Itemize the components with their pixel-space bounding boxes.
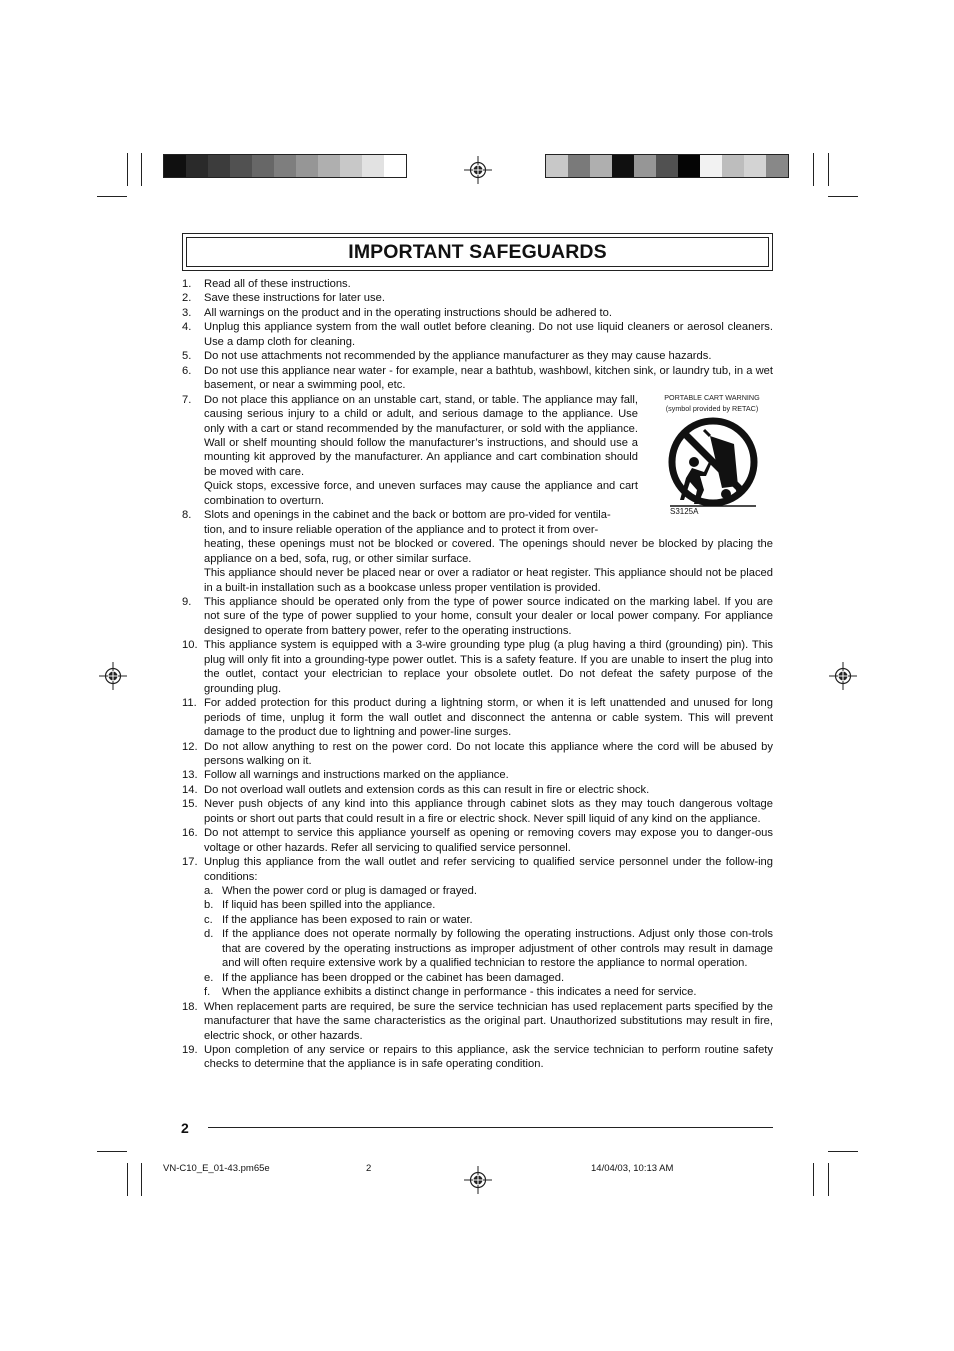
title-box	[182, 233, 773, 271]
list-item-text: Slots and openings in the cabinet and the back or bottom are pro-vided for ventila-	[204, 509, 611, 522]
list-item-number-text: 19.	[182, 1044, 198, 1057]
list-item-number	[172, 1000, 204, 1043]
list-item-number-text: 11.	[182, 697, 197, 710]
list-item-number	[172, 595, 204, 638]
color-swatch	[384, 155, 406, 177]
crop-mark	[828, 1163, 829, 1196]
list-item-text: Read all of these instructions.	[204, 278, 351, 290]
sub-list-letter: e.	[204, 971, 214, 984]
list-item-body	[204, 783, 773, 797]
list-item-number-text: 17.	[182, 856, 198, 869]
list-item	[172, 306, 773, 320]
color-calibration-bar-left	[163, 154, 407, 178]
list-item-body	[204, 1000, 773, 1043]
color-swatch	[700, 155, 722, 177]
list-item-text: Never push objects of any kind into this appliance through cabinet slots as they may touch dangerous voltage points or short out parts that could result in a fire or electric shock. Never spill liquid of any kind on the appliance.	[204, 798, 773, 825]
sub-list-letter: d.	[204, 928, 214, 941]
color-swatch	[568, 155, 590, 177]
list-item-text: Upon completion of any service or repairs to this appliance, ask the service technician to perform routine safety checks to determine that the appliance is in safe operating condition.	[204, 1044, 773, 1071]
list-item-text: Quick stops, excessive force, and uneven surfaces may cause the appliance and cart combination to overturn.	[204, 480, 638, 507]
crop-mark	[141, 153, 142, 186]
crop-mark	[813, 153, 814, 186]
list-item-body	[204, 364, 773, 393]
sub-list-letter: b.	[204, 899, 214, 912]
list-item-number-text: 4.	[182, 321, 192, 334]
list-item	[172, 277, 773, 291]
color-calibration-bar-right	[545, 154, 789, 178]
sub-list-item	[204, 927, 773, 970]
list-item-number-text: 16.	[182, 827, 198, 840]
list-item-number-text: 15.	[182, 798, 198, 811]
color-swatch	[722, 155, 744, 177]
list-item-body	[204, 595, 773, 638]
list-item-body	[204, 1043, 773, 1072]
color-swatch	[546, 155, 568, 177]
crop-mark	[828, 196, 858, 197]
list-item	[172, 826, 773, 855]
footer-timestamp: 14/04/03, 10:13 AM	[591, 1163, 674, 1174]
list-item-number	[172, 826, 204, 855]
registration-mark-icon	[464, 1166, 492, 1194]
list-item-text: Do not attempt to service this appliance yourself as opening or removing covers may expose you to danger-ous voltage or other hazards. Refer all servicing to qualified service personnel.	[204, 827, 773, 854]
sub-list-item	[204, 971, 773, 985]
crop-mark	[97, 196, 127, 197]
color-swatch	[318, 155, 340, 177]
color-swatch	[590, 155, 612, 177]
color-swatch	[678, 155, 700, 177]
list-item-number-text: 13.	[182, 769, 198, 782]
list-item	[172, 797, 773, 826]
list-item-text: For added protection for this product during a lightning storm, or when it is left unattended and unused for long periods of time, unplug it form the wall outlet and disconnect the antenna or cable system. This will prevent damage to the product due to lightning and power-line surges.	[204, 697, 773, 739]
color-swatch	[656, 155, 678, 177]
list-item-body	[204, 306, 773, 320]
list-item-number	[172, 393, 204, 509]
footer-sheet-number: 2	[366, 1163, 372, 1174]
list-item-number	[172, 349, 204, 363]
crop-mark	[828, 1151, 858, 1152]
sub-list-text: When the power cord or plug is damaged or frayed.	[222, 885, 477, 898]
color-swatch	[296, 155, 318, 177]
list-item-text: This appliance should never be placed near or over a radiator or heat register. This appliance should not be placed in a built-in installation such as a bookcase unless proper ventilation is provided.	[204, 567, 773, 594]
color-swatch	[744, 155, 766, 177]
cart-warning-caption: PORTABLE CART WARNING	[664, 393, 760, 402]
list-item-number	[172, 638, 204, 696]
registration-mark-icon	[99, 662, 127, 690]
list-item-number	[172, 508, 204, 595]
crop-mark	[141, 1163, 142, 1196]
color-swatch	[274, 155, 296, 177]
color-swatch	[252, 155, 274, 177]
list-item	[172, 855, 773, 1000]
list-item-body	[204, 740, 773, 769]
registration-mark-icon	[829, 662, 857, 690]
list-item-text: When replacement parts are required, be sure the service technician has used replacement parts specified by the manufacturer that have the same characteristics as the original part. Unauthorized substitutions may result in fire, electric shock, or other hazards.	[204, 1000, 773, 1042]
color-swatch	[362, 155, 384, 177]
list-item-text: tion, and to insure reliable operation of the appliance and to protect it from over-	[204, 523, 599, 536]
color-swatch	[340, 155, 362, 177]
list-item-number	[172, 277, 204, 291]
list-item-text: Do not place this appliance on an unstable cart, stand, or table. The appliance may fall, causing serious injury to a child or adult, and serious damage to the appliance. Use only with a cart or stand recommended by the manufacturer, or sold with the appliance. Wall or shelf mounting should follow the manufacturer’s instructions, and should use a mounting kit approved by the manufacturer. An appliance and cart combination should be moved with care.	[204, 393, 638, 478]
list-item	[172, 595, 773, 638]
list-item	[172, 740, 773, 769]
cart-symbol-code: S3125A	[670, 507, 699, 516]
list-item-body	[204, 638, 773, 696]
list-item	[172, 349, 773, 363]
list-item-number	[172, 855, 204, 1000]
registration-mark-icon	[464, 156, 492, 184]
list-item-body	[204, 320, 773, 349]
color-swatch	[208, 155, 230, 177]
list-item-text: Do not use this appliance near water - for example, near a bathtub, washbowl, kitchen sink, or laundry tub, in a wet basement, or near a swimming pool, etc.	[204, 364, 773, 392]
sub-list-item	[204, 913, 773, 927]
list-item	[172, 508, 773, 595]
sub-list-item	[204, 985, 773, 999]
list-item-text: Do not allow anything to rest on the power cord. Do not locate this appliance where the cord will be abused by persons walking on it.	[204, 740, 773, 767]
sub-list-text: If the appliance has been exposed to rain or water.	[222, 913, 473, 926]
color-swatch	[766, 155, 788, 177]
list-item-number-text: 5.	[182, 350, 192, 363]
cart-warning-figure	[660, 392, 764, 520]
list-item-text: All warnings on the product and in the operating instructions should be adhered to.	[204, 306, 612, 319]
footer-file-name: VN-C10_E_01-43.pm65e	[163, 1163, 270, 1174]
list-item-number	[172, 768, 204, 782]
color-swatch	[186, 155, 208, 177]
crop-mark	[828, 153, 829, 186]
list-item-number-text: 12.	[182, 740, 198, 753]
list-item-number-text: 18.	[182, 1000, 198, 1013]
list-item-text: Unplug this appliance system from the wall outlet before cleaning. Do not use liquid cleaners or aerosol cleaners. Use a damp cloth for cleaning.	[204, 321, 773, 348]
sub-list-text: If the appliance does not operate normally by following the operating instructions. Adjust only those con-trols that are covered by the operating instructions as improper adjustment of other controls may result in damage and will often require extensive work by a qualified technician to restore the appliance to normal operation.	[222, 928, 773, 970]
list-item-number-text: 14.	[182, 783, 198, 796]
sub-list-item	[204, 884, 773, 898]
list-item	[172, 320, 773, 349]
footer-divider	[208, 1127, 773, 1128]
sub-list-item	[204, 898, 773, 912]
list-item-number	[172, 320, 204, 349]
list-item-number-text: 10.	[182, 639, 198, 652]
sub-list-letter: a.	[204, 885, 214, 898]
color-swatch	[164, 155, 186, 177]
list-item	[172, 638, 773, 696]
list-item	[172, 364, 773, 393]
list-item-body	[204, 508, 773, 595]
list-item-body	[204, 826, 773, 855]
list-item	[172, 768, 773, 782]
list-item-text: Do not use attachments not recommended by the appliance manufacturer as they may cause hazards.	[204, 350, 712, 363]
list-item-number	[172, 291, 204, 305]
list-item	[172, 291, 773, 305]
list-item-number-text: 7.	[182, 393, 192, 406]
list-item-number	[172, 1043, 204, 1072]
sub-list-text: If the appliance has been dropped or the cabinet has been damaged.	[222, 971, 565, 984]
sub-list-letter: c.	[204, 913, 213, 926]
list-item-body	[204, 855, 773, 1000]
cart-warning-credit: (symbol provided by RETAC)	[665, 404, 759, 413]
color-swatch	[230, 155, 252, 177]
list-item-body	[204, 277, 773, 291]
list-item-body	[204, 696, 773, 739]
list-item-number-text: 8.	[182, 509, 192, 522]
list-item-number	[172, 696, 204, 739]
list-item-number	[172, 306, 204, 320]
list-item-body	[204, 349, 773, 363]
list-item-number-text: 9.	[182, 595, 192, 608]
crop-mark	[813, 1163, 814, 1196]
list-item-number	[172, 783, 204, 797]
list-item-number-text: 6.	[182, 364, 192, 377]
list-item-text: heating, these openings must not be blocked or covered. The openings should never be blocked by placing the appliance on a bed, sofa, rug, or other similar surface.	[204, 538, 773, 565]
list-item	[172, 1043, 773, 1072]
list-item	[172, 696, 773, 739]
list-item-number-text: 3.	[182, 306, 192, 319]
list-item-text: Unplug this appliance from the wall outlet and refer servicing to qualified service personnel under the follow-ing conditions:	[204, 856, 773, 883]
color-swatch	[634, 155, 656, 177]
crop-mark	[127, 1163, 128, 1196]
list-item-number-text: 2.	[182, 292, 192, 305]
list-item-body	[204, 797, 773, 826]
crop-mark	[97, 1151, 127, 1152]
list-item	[172, 1000, 773, 1043]
list-item-body	[204, 291, 773, 305]
color-swatch	[612, 155, 634, 177]
title-box-inner	[186, 237, 769, 267]
sub-list-letter: f.	[204, 986, 211, 999]
crop-mark	[127, 153, 128, 186]
list-item-number-text: 1.	[182, 278, 192, 290]
list-item-number	[172, 797, 204, 826]
sub-list-text: If liquid has been spilled into the appliance.	[222, 899, 436, 912]
list-item-text: This appliance system is equipped with a 3-wire grounding type plug (a plug having a third (grounding) pin). This plug will only fit into a grounding-type power outlet. This is a safety feature. If you are unable to insert the plug into the outlet, contact your electrician to replace your obsolete outlet. Do not defeat the safety purpose of the grounding plug.	[204, 639, 773, 695]
page-title: IMPORTANT SAFEGUARDS	[348, 240, 607, 263]
list-item-number	[172, 740, 204, 769]
portable-cart-warning-icon	[664, 416, 762, 508]
list-item-body	[204, 768, 773, 782]
list-item-text: This appliance should be operated only from the type of power source indicated on the marking label. If you are not sure of the type of power supplied to your home, consult your dealer or local power company. For appliance designed to operate from battery power, refer to the operating instructions.	[204, 595, 773, 637]
list-item-number	[172, 364, 204, 393]
list-item-text: Save these instructions for later use.	[204, 292, 385, 305]
list-item	[172, 783, 773, 797]
list-item-text: Do not overload wall outlets and extension cords as this can result in fire or electric shock.	[204, 783, 650, 796]
list-item-text: Follow all warnings and instructions marked on the appliance.	[204, 769, 509, 782]
sub-list-text: When the appliance exhibits a distinct change in performance - this indicates a need for service.	[222, 986, 697, 999]
page-number: 2	[181, 1120, 189, 1136]
